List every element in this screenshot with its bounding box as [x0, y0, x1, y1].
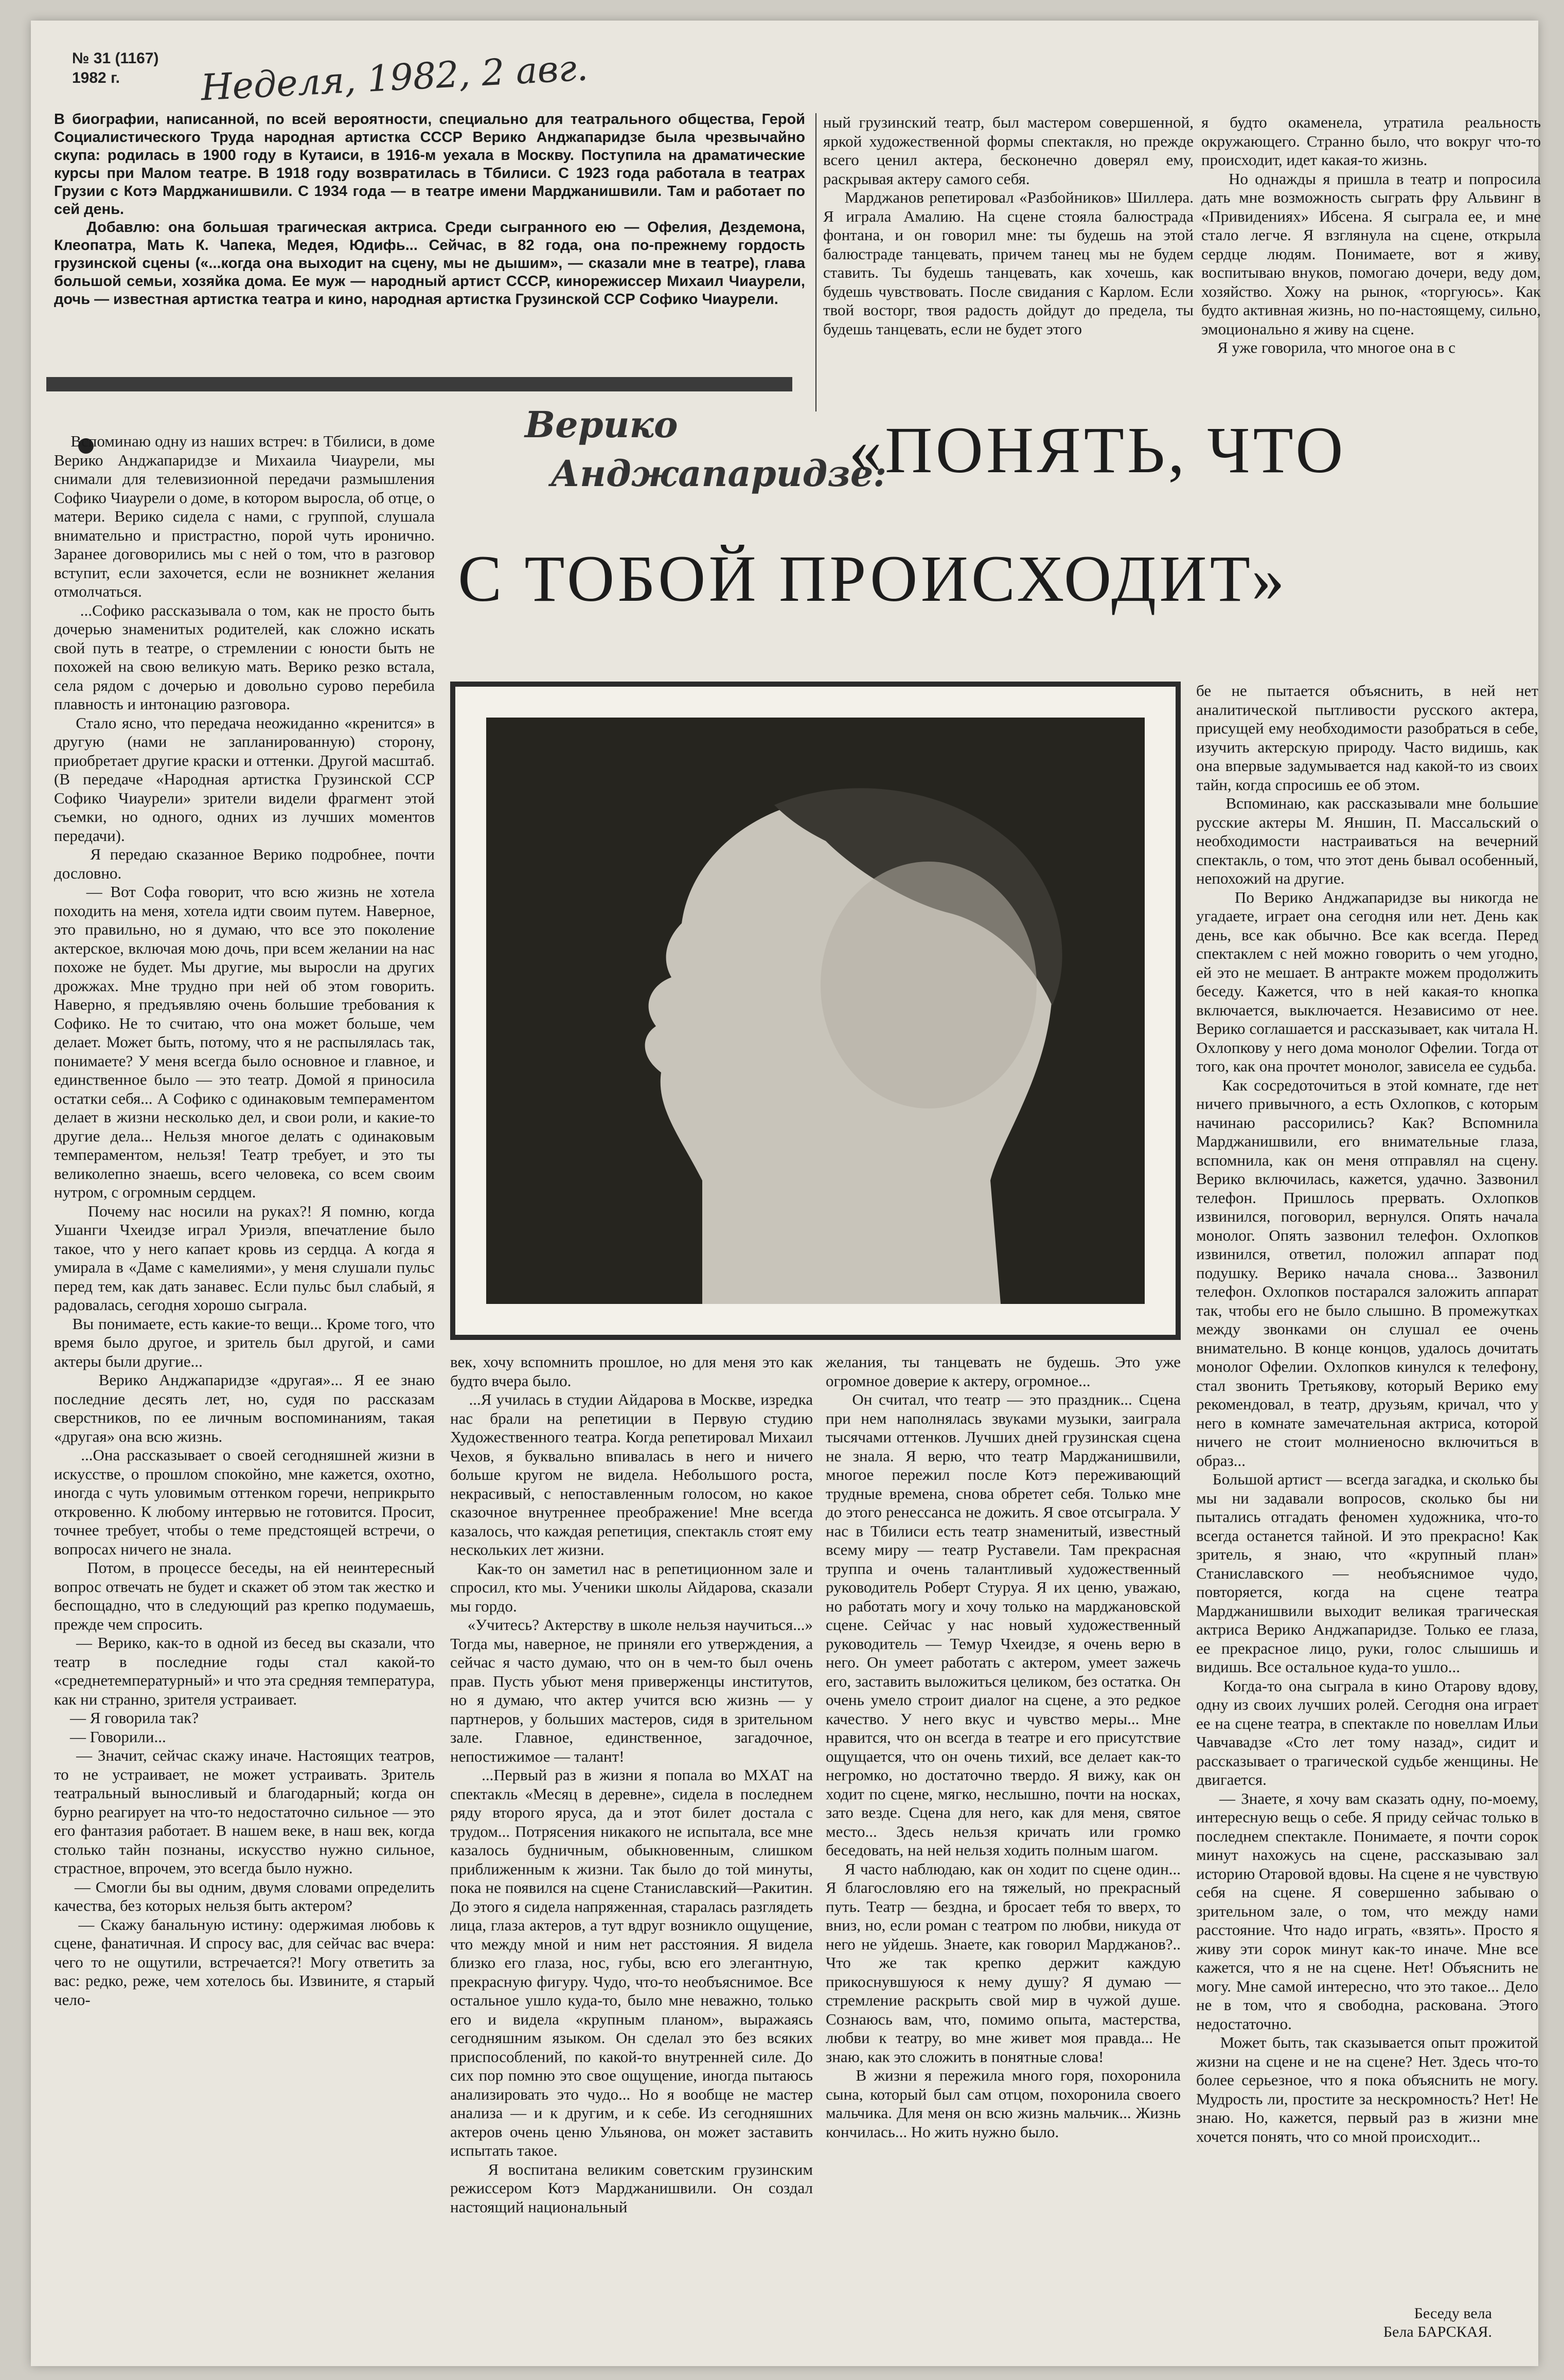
issue-year: 1982 г. [72, 69, 120, 86]
text-column-top-b: я будто окаменела, утратила реальность окружающего. Странно было, что вокруг что-то происходит, идет какая-то жизнь. Но однажды я пришла в театр и попросила дать мне возможность сыграть фру Альвинг в «Привидениях» Ибсена. Я сыграла ее, и мне стало легче. Я взглянула на сцене, открыла сердце людям. Понимаете, вот я живу, воспитываю внуков, помогаю дочери, веду дом, хозяйство. Хожу на рынок, «торгуюсь». Как будто активная жизнь, но по-настоящему, сильно, эмоционально я живу на сцене. Я уже говорила, что многое она в с [1201, 113, 1541, 356]
byline [1383, 2304, 1492, 2341]
byline-line2: Бела БАРСКАЯ. [1383, 2323, 1492, 2340]
header-divider-bar [46, 377, 792, 391]
byline-line1: Беседу вела [1414, 2305, 1492, 2322]
bio-paragraph: В биографии, написанной, по всей вероятности, специально для театрального общества, Герой Социалистического Труда народная артистка СССР Верико Анджапаридзе была чрезвычайно скупа: родилась в 1900 году в Кутаиси, в 1916-м уехала в Москву. Поступила на драматические курсы при Малом театре. В 1918 году возвратилась в Тбилиси. С 1923 года работала в театрах Грузии с Котэ Марджанишвили. С 1934 года — в театре имени Марджанишвили. Там и работает по сей день. Добавлю: она большая трагическая актриса. Среди сыгранного ею — Офелия, Дездемона, Клеопатра, Мать К. Чапека, Медея, Юдифь... Сейчас, в 82 года, она по-прежнему гордость грузинской сцены («...когда она выходит на сцену, мы не дышим», — сказали мне в театре), глава большой семьи, хозяйка дома. Ее муж — народный артист СССР, кинорежиссер Михаил Чиаурели, дочь — известная артистка театра и кино, народная артистка Грузинской ССР Софико Чиаурели. [54, 111, 805, 308]
portrait-photo [450, 682, 1181, 1340]
portrait-silhouette [486, 718, 1145, 1304]
text-column-3: желания, ты танцевать не будешь. Это уже огромное доверие к актеру, огромное... Он считал, что театр — это праздник... Сцена при нем наполнялась звуками музыки, заиграла тысячами оттенков. Лучших дней грузинская сцена не знала. Я верю, что театр Марджанишвили, многое пережил после Котэ переживающий трудные времена, снова обретет себя. Только мне до этого ренессанса не дожить. Я свое отсыграла. У нас в Тбилиси есть театр знаменитый, известный всему миру — театр Руставели. Там прекрасная труппа и очень талантливый художественный руководитель Роберт Стуруа. Я их ценю, уважаю, но работать могу и хочу только на марджановской сцене. Сейчас у нас новый художественный руководитель — Темур Чхеидзе, я очень верю в него. Он умеет работать с актером, умеет зажечь его, заставить выложиться целиком, без остатка. Он очень умело строит диалог на сцене, а это редкое качество. У него вкус и чувство меры... Мне нравится, что он всегда в театре и его присутствие ощущается, что он очень тихий, все делает как-то негромко, но достаточно твердо. Я вижу, как он ходит по сцене, мягко, неслышно, почти на носках, зато везде. Сцена для него, как для меня, святое место... Здесь нельзя кричать или громко беседовать, на ней нельзя ходить полным шагом. Я часто наблюдаю, как он ходит по сцене один... Я благословляю его на тяжелый, но прекрасный путь. Театр — бездна, и бросает тебя то вверх, то вниз, но, если роман с театром по любви, никуда от него не уйдешь. Знаете, как говорил Марджанов?.. Что же так крепко держит каждую прикоснувшуюся к нему душу? Я думаю — стремление раскрыть свой мир в чужой душе. Сознаюсь вам, что, помимо опыта, мастерства, любви к театру, во мне живет моя правда... Не знаю, как это сложить в понятные слова! В жизни я пережила много горя, похоронила сына, который был сам отцом, похоронила своего мальчика. Для меня он всю жизнь мальчик... Жизнь кончилась... Но жить нужно было. [826, 1353, 1181, 2141]
handwritten-note: Неделя, 1982, 2 авг. [200, 46, 589, 109]
text-column-top-a: ный грузинский театр, был мастером совершенной, яркой художественной формы спектакля, но прежде всего ценил актера, бесконечно доверял ему, раскрывая актеру самого себя. Марджанов репетировал «Разбойников» Шиллера. Я играла Амалию. На сцене стояла балюстрада фонтана, и он говорил мне: ты будешь на этой балюстраде танцевать, причем танец мы не будем ставить. Ты будешь танцевать, как хочешь, как будешь чувствовать. После свидания с Карлом. Если твой восторг, твоя радость дойдут до предела, ты будешь танцевать, если не будет этого [823, 113, 1194, 338]
column-divider [815, 113, 816, 411]
text-column-2: век, хочу вспомнить прошлое, но для меня это как будто вчера было. ...Я училась в студии Айдарова в Москве, изредка нас брали на репетиции в Первую студию Художественного театра. Когда репетировал Михаил Чехов, я буквально впивалась в него и ничего больше кругом не видела. Небольшого роста, некрасивый, с непоставленным голосом, но какое сказочное внутреннее преображение! Мне всегда казалось, что каждая репетиция, спектакль стоят ему нескольких лет жизни. Как-то он заметил нас в репетиционном зале и спросил, кто мы. Ученики школы Айдарова, сказали мы гордо. «Учитесь? Актерству в школе нельзя научиться...» Тогда мы, наверное, не приняли его утверждения, а сейчас я часто думаю, что он в чем-то был очень прав. Пусть убьют меня приверженцы институтов, но я думаю, что актер учится всю жизнь — у партнеров, у больших мастеров, сидя в зрительном зале. Главное, единственное, загадочное, непостижимое — талант! ...Первый раз в жизни я попала во МХАТ на спектакль «Месяц в деревне», сидела в последнем ряду второго яруса, да и этот билет достала с трудом... Потрясения никакого не испытала, все мне казалось будничным, обыкновенным, слишком приближенным к жизни. Так было до той минуты, пока не появился на сцене Станиславский—Ракитин. До этого я сидела напряженная, старалась разглядеть лица, глаза актеров, а тут вдруг возникло ощущение, что между мной и ним нет расстояния. Я видела близко его глаза, нос, губы, всю его элегантную, прекрасную фигуру. Чудо, что-то необъяснимое. Все остальное ушло куда-то, было мне неважно, только его и видела «крупным планом», выражаясь сегодняшним языком. Он сделал это без всяких приспособлений, по какой-то внутренней силе. До сих пор помню это свое ощущение, иногда пытаюсь анализировать это чудо... Но я вообще не мастер анализа — и к другим, и к себе. Из сегодняшних актеров очень ценю Ульянова, он может заставить испытать такое. Я воспитана великим советским грузинским режиссером Котэ Марджанишвили. Он создал настоящий национальный [450, 1353, 813, 2216]
text-column-4: бе не пытается объяснить, в ней нет аналитической пытливости русского актера, присущей ему необходимости разобраться в себе, изучить актерскую природу. Часто видишь, как она впервые задумывается над какой-то из своих тайн, когда спросишь ее об этом. Вспоминаю, как рассказывали мне большие русские актеры М. Яншин, П. Массальский о необходимости настраиваться на вечерний спектакль, о том, что этот день бывал особенный, непохожий на другие. По Верико Анджапаридзе вы никогда не угадаете, играет она сегодня или нет. День как день, все как обычно. Все как всегда. Перед спектаклем с ней можно говорить о чем угодно, ей это не мешает. В антракте можем продолжить беседу. Кажется, что в ней какая-то кнопка включается, выключается. Независимо от нее. Верико соглашается и рассказывает, как читала Н. Охлопкову у него дома монолог Офелии. Тогда от того, как она прочтет монолог, зависела ее судьба. Как сосредоточиться в этой комнате, где нет ничего привычного, а есть Охлопков, с которым начинаю рассорились? Как? Вспомнила Марджанишвили, его внимательные глаза, вспомнила, как он меня отправлял на сцену. Верико включилась, кажется, удачно. Зазвонил телефон. Пришлось прервать. Охлопков извинился, поговорил, вернулся. Опять начала монолог. Опять зазвонил телефон. Охлопков извинился, ответил, положил аппарат под подушку. Верико начала снова... Зазвонил телефон. Охлопков постарался заложить аппарат так, чтобы его не было слышно. В промежутках между звонками он слушал ее очень внимательно. В конце концов, удалось дочитать монолог Офелии. Охлопков кинулся к телефону, стал звонить Третьякову, который Верико ему рекомендовал, в театр, друзьям, кричал, что у него в комнате замечательная актриса, которой ничего не стоит молниеносно включиться в образ... Большой артист — всегда загадка, и сколько бы мы ни задавали вопросов, сколько бы ни пытались отгадать феномен художника, что-то всегда останется тайной. И это прекрасно! Как зритель, я знаю, что «крупный план» Станиславского — необъяснимое чудо, повторяется, когда на сцене театра Марджанишвили выходит великая трагическая актриса Верико Анджапаридзе. Только ее глаза, ее прекрасное лицо, руки, голос слышишь и видишь. Все остальное куда-то ушло... Когда-то она сыграла в кино Отарову вдову, одну из своих лучших ролей. Сегодня она играет ее на сцене театра, в спектакле по новеллам Ильи Чавчавадзе «Сто лет тому назад», сидит и рассказывает о трагической судьбе женщины. Не двигается. — Знаете, я хочу вам сказать одну, по-моему, интересную вещь о себе. Я приду сейчас только в последнем спектакле. Понимаете, я почти сорок минут нахожусь на сцене, рассказываю зал историю Отаровой вдовы. На сцене я не чувствую себя на сцене. Я совершенно забываю о зрительном зале, о том, что между нами расстояние. Что надо играть, «взять». Просто я живу эти сорок минут как-то иначе. Мне все кажется, что я не на сцене. Нет! Объяснить не могу. Мне самой интересно, что это такое... Дело не в том, что я свободна, раскована. Этого недостаточно. Может быть, так сказывается опыт прожитой жизни на сцене и не на сцене? Нет. Здесь что-то более серьезное, что я пока объяснить не могу. Мудрость ли, простите за нескромность? Нет! Не знаю. Но, кажется, первый раз в жизни мне хочется понять, что со мной происходит... [1196, 682, 1539, 2145]
newspaper-clipping [31, 21, 1541, 2366]
author-name-line2: Анджапаридзе: [550, 452, 887, 495]
text-column-1: Вспоминаю одну из наших встреч: в Тбилиси, в доме Верико Анджапаридзе и Михаила Чиаурели, мы снимали для телевизионной передачи размышления Софико Чиаурели о доме, в котором выросла, об отце, о матери. Верико сидела с нами, с группой, слушала внимательно и пристрастно, порой чуть иронично. Заранее договорились мы с ней о том, что в разговор вступит, если захочется, если не возникнет желания отмолчаться. ...Софико рассказывала о том, как не просто быть дочерью знаменитых родителей, как сложно искать свой путь в театре, о стремлении с юности быть не похожей на свою великую мать. Верико резко встала, села рядом с дочерью и довольно сурово перебила плавность и интонацию разговора. Стало ясно, что передача неожиданно «кренится» в другую (нами не запланированную) сторону, приобретает другие краски и оттенки. Другой масштаб. (В передаче «Народная артистка Грузинской ССР Софико Чиаурели» зрители видели фрагмент этой съемки, но одного, одних из лучших моментов передачи). Я передаю сказанное Верико подробнее, почти дословно. — Вот Софа говорит, что всю жизнь не хотела походить на меня, хотела идти своим путем. Наверное, это правильно, но я думаю, что все это поколение актерское, включая мою дочь, при всем желании на нас похоже не будет. Мы другие, мы выросли на других дрожжах. Мне трудно при ней об этом говорить. Наверно, я предъявляю очень большие требования к Софико. Не то считаю, что она может больше, чем делает. Может быть, потому, что я не распылялась так, понимаете? У меня всегда было основное и главное, и единственное было — это театр. Домой я приносила остатки себя... А Софико с одинаковым темпераментом делает в жизни несколько дел, и свои роли, и какие-то другие дела... Нельзя многое делать с одинаковым темпераментом, нельзя! Театр требует, и это ты великолепно знаешь, всего человека, со всем своим нутром, с огромным сердцем. Почему нас носили на руках?! Я помню, когда Ушанги Чхеидзе играл Уриэля, впечатление было такое, что у него капает кровь из сердца. А когда я умирала в «Даме с камелиями», у меня слушали пульс перед тем, как дать занавес. Если пульс был слабый, я радовалась, сегодня хорошо сыграла. Вы понимаете, есть какие-то вещи... Кроме того, что время было другое, и зритель был другой, и сами актеры были другие... Верико Анджапаридзе «другая»... Я ее знаю последние десять лет, но, судя по рассказам сверстников, по ее личным воспоминаниям, такая «другая» она всю жизнь. ...Она рассказывает о своей сегодняшней жизни в искусстве, о прошлом спокойно, мне кажется, охотно, иногда с чуть уловимым оттенком горечи, неприкрыто откровенно. К любому интервью не готовится. Просит, точнее требует, чтобы о теме предстоящей встречи, о вопросах ничего не знала. Потом, в процессе беседы, на ей неинтересный вопрос отвечать не будет и скажет об этом так жестко и беспощадно, что в следующий раз крепко подумаешь, прежде чем спросить. — Верико, как-то в одной из бесед вы сказали, что театр в последние годы стал какой-то «среднетемпературный» и что эта средняя температура, как ни странно, зрителя устраивает. — Я говорила так? — Говорили... — Значит, сейчас скажу иначе. Настоящих театров, то не устраивает, не может устраивать. Зритель театральный выносливый и благодарный; когда он бурно реагирует на что-то недостаточно сильное — это его фантазия работает. В нашем веке, в наш век, когда столько тайн познаны, искусство нужно сильное, страстное, впрочем, это всегда было нужно. — Смогли бы вы одним, двумя словами определить качества, без которых нельзя быть актером? — Скажу банальную истину: одержимая любовь к сцене, фанатичная. И спросу вас, для сейчас вас вчера: чего то не ощутили, встречается?! Могу ответить за вас: редко, реже, чем хотелось бы. Извините, я старый чело- [54, 432, 435, 2009]
headline-line1: «ПОНЯТЬ, ЧТО [849, 414, 1346, 487]
author-name-line1: Верико [525, 403, 678, 446]
portrait-image [486, 718, 1145, 1304]
headline-line2: С ТОБОЙ ПРОИСХОДИТ» [458, 542, 1288, 615]
issue-number: № 31 (1167) [72, 50, 159, 67]
issue-meta [72, 49, 159, 88]
